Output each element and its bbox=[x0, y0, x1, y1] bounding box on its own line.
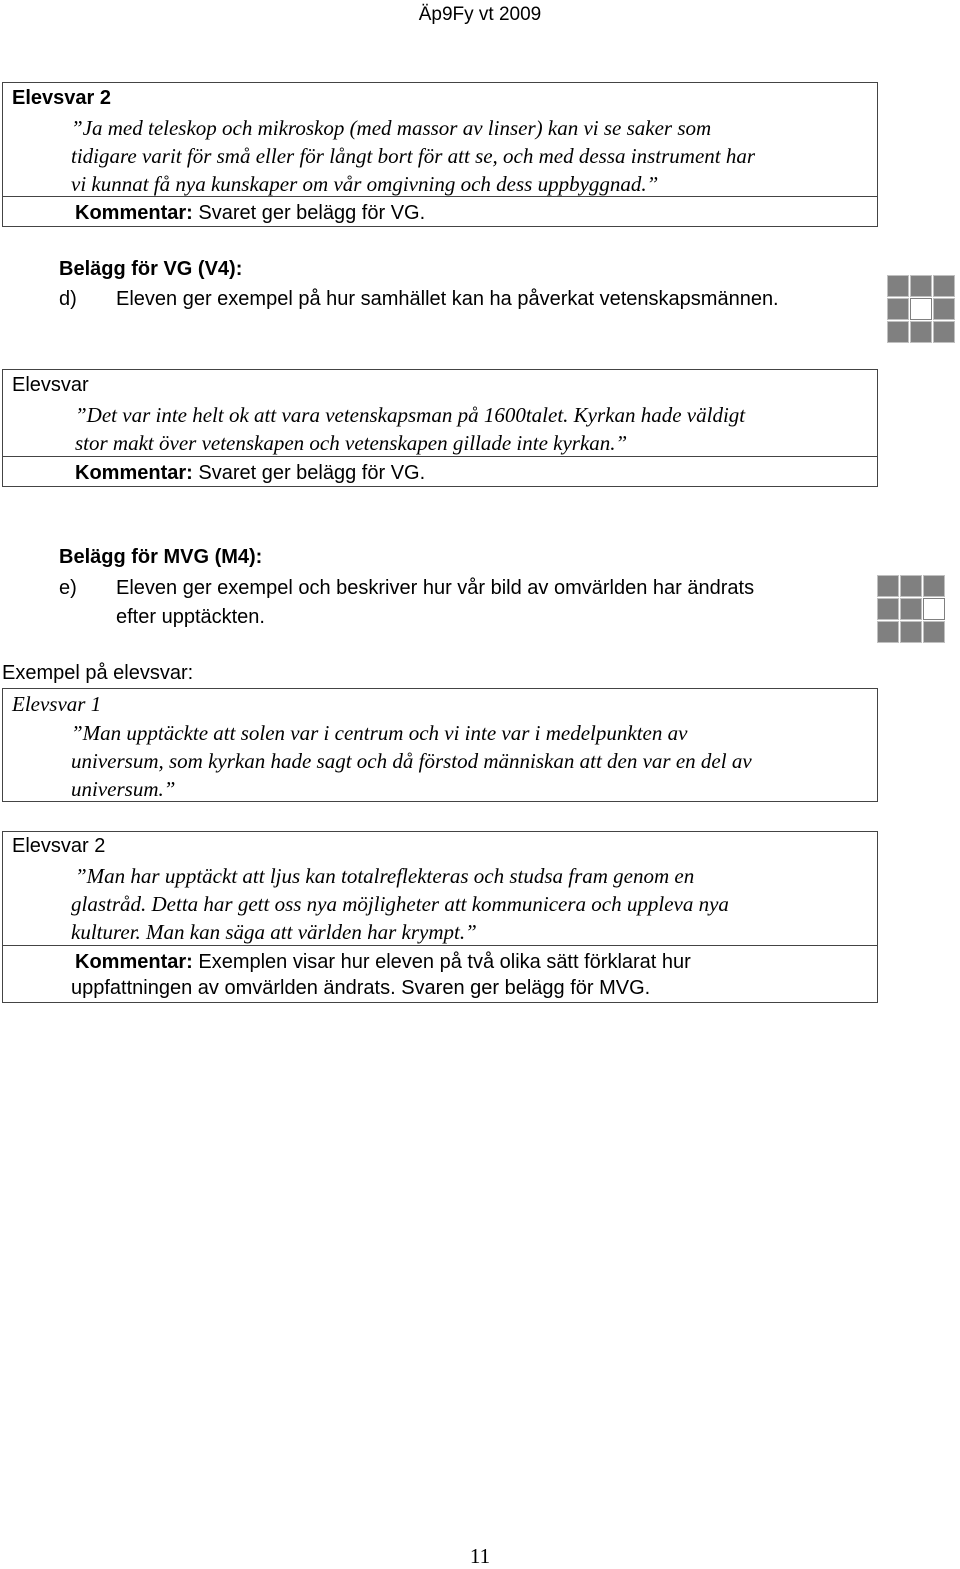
page-number: 11 bbox=[469, 1544, 491, 1568]
answer-title: Elevsvar 2 bbox=[12, 87, 111, 109]
comment bbox=[75, 460, 425, 485]
comment-label: Kommentar: bbox=[75, 951, 193, 973]
comment bbox=[75, 949, 691, 974]
answer-line: kulturer. Man kan säga att världen har krympt.” bbox=[71, 920, 477, 944]
grade-grid-icon bbox=[877, 575, 947, 645]
criterion-text: Eleven ger exempel på hur samhället kan ha påverkat vetenskapsmännen. bbox=[116, 288, 779, 310]
student-answer-box-1 bbox=[2, 82, 878, 227]
comment-text: Svaret ger belägg för VG. bbox=[192, 462, 426, 484]
divider bbox=[3, 196, 877, 197]
answer-line: ”Ja med teleskop och mikroskop (med massor av linser) kan vi se saker som bbox=[71, 116, 712, 140]
comment-label: Kommentar: bbox=[75, 462, 193, 484]
divider bbox=[3, 456, 877, 457]
answer-line: vi kunnat få nya kunskaper om vår omgivning och dess uppbyggnad.” bbox=[71, 172, 659, 196]
comment bbox=[75, 200, 425, 225]
comment-label: Kommentar: bbox=[75, 202, 193, 224]
criterion-text-line: Eleven ger exempel och beskriver hur vår bild av omvärlden har ändrats bbox=[116, 577, 755, 599]
answer-line: ”Det var inte helt ok att vara vetenskapsman på 1600talet. Kyrkan hade väldigt bbox=[75, 403, 746, 427]
answer-line: glastråd. Detta har gett oss nya möjligheter att kommunicera och uppleva nya bbox=[71, 892, 729, 916]
mvg-heading: Belägg för MVG (M4): bbox=[59, 546, 263, 568]
criterion-letter: e) bbox=[59, 577, 77, 599]
student-answer-box-4 bbox=[2, 831, 878, 1003]
comment-text-line: uppfattningen av omvärlden ändrats. Svaren ger belägg för MVG. bbox=[71, 977, 651, 999]
criterion-text-line: efter upptäckten. bbox=[116, 606, 265, 628]
grade-grid-icon bbox=[887, 275, 957, 345]
examples-heading: Exempel på elevsvar: bbox=[2, 662, 194, 684]
student-answer-box-2 bbox=[2, 369, 878, 487]
comment-text: Exemplen visar hur eleven på två olika sätt förklarat hur bbox=[192, 951, 691, 973]
answer-line: stor makt över vetenskapen och vetenskapen gillade inte kyrkan.” bbox=[75, 431, 628, 455]
page-header: Äp9Fy vt 2009 bbox=[418, 4, 542, 25]
answer-line: ”Man har upptäckt att ljus kan totalreflekteras och studsa fram genom en bbox=[75, 864, 695, 888]
answer-title: Elevsvar 1 bbox=[12, 692, 102, 716]
vg-heading: Belägg för VG (V4): bbox=[59, 258, 243, 280]
answer-line: universum.” bbox=[71, 777, 176, 801]
answer-line: ”Man upptäckte att solen var i centrum och vi inte var i medelpunkten av bbox=[71, 721, 688, 745]
answer-title: Elevsvar 2 bbox=[12, 835, 106, 857]
divider bbox=[3, 945, 877, 946]
comment-text: Svaret ger belägg för VG. bbox=[192, 202, 426, 224]
answer-line: tidigare varit för små eller för långt bort för att se, och med dessa instrument har bbox=[71, 144, 756, 168]
student-answer-box-3 bbox=[2, 688, 878, 802]
answer-title: Elevsvar bbox=[12, 374, 89, 396]
criterion-letter: d) bbox=[59, 288, 77, 310]
answer-line: universum, som kyrkan hade sagt och då förstod människan att den var en del av bbox=[71, 749, 752, 773]
